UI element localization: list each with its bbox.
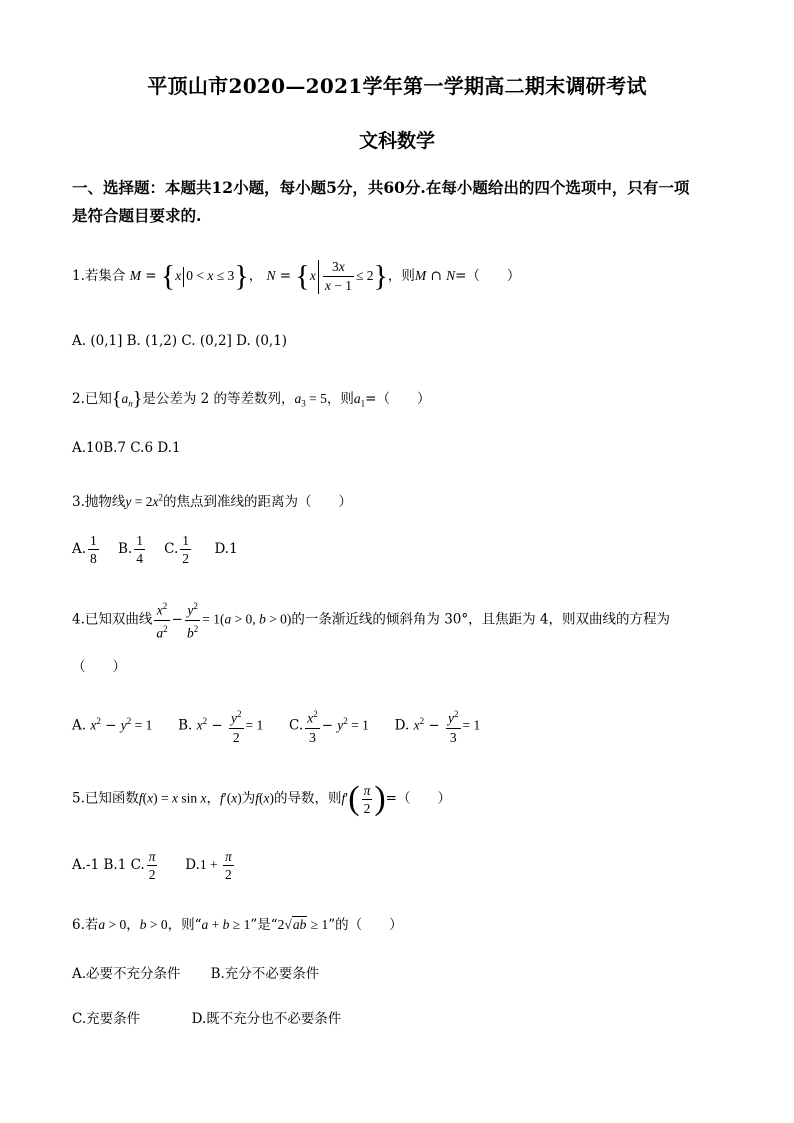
page-title: 平顶山市2020—2021学年第一学期高二期末调研考试 <box>147 74 647 98</box>
question-3: 3.抛物线$y = 2x^2$的焦点到准线的距离为（ ） <box>72 492 353 510</box>
question-5-options: A.-1 B.1 C. $\frac{\pi}{2}$ D.1 + $\frac{\pi}{2}$ <box>72 849 232 882</box>
question-6: 6.若a > 0，b > 0，则“a + b ≥ 1”是“2√ab ≥ 1”的（ ） <box>72 917 403 933</box>
section-heading-line2: 是符合题目要求的. <box>72 206 202 225</box>
section-heading <box>72 174 732 230</box>
question-5: 5.已知函数f(x) = x sin x，f′(x)为f(x)的导数，则f′( $\frac{\pi}{2}$ )=（ ） <box>72 780 451 817</box>
question-1-options: A. (0,1] B. (1,2) C. (0,2] D. (0,1) <box>72 333 288 349</box>
question-2-options: A.10B.7 C.6 D.1 <box>72 440 181 456</box>
question-3-options: A. $\frac{1}{8}$ B. $\frac{1}{4}$ C. $\frac{1}{2}$ D.1 <box>72 533 238 566</box>
question-6-options-row2: C.充要条件 D.既不充分也不必要条件 <box>72 1011 342 1027</box>
question-4: 4.已知双曲线 $\frac{x^2}{a^2}$ − $\frac{y^2}{b^2}$ = 1(a > 0, b > 0)的一条渐近线的倾斜角为 30°，且焦距为 4，则双曲线的方程为 <box>72 598 670 642</box>
question-1: 1.若集合 M = {x 0 < x ≤ 3}， N = {x $\frac{3x}{x - 1}$ ≤ 2}，则M ∩ N=（ ） <box>72 259 521 293</box>
question-4-paren: （ ） <box>72 659 126 675</box>
question-2: 2.已知$\{a_n\}$是公差为 2 的等差数列，$a_3 = 5$，则$a_1=$（ ） <box>72 388 431 410</box>
section-heading-line1: 一、选择题：本题共12小题，每小题5分，共60分.在每小题给出的四个选项中，只有一项 <box>72 178 690 197</box>
page-subtitle: 文科数学 <box>358 130 435 152</box>
question-6-options-row1: A.必要不充分条件 B.充分不必要条件 <box>72 966 320 982</box>
question-4-options: A. $x^2 - y^2 = 1$ B. $x^2$ − $\frac{y^2}{2}$ = 1 C. $\frac{x^2}{3}$ − $y^2 = 1$ D. $x^2$ − $\frac{y^2}{3}$ = 1 <box>72 706 480 746</box>
